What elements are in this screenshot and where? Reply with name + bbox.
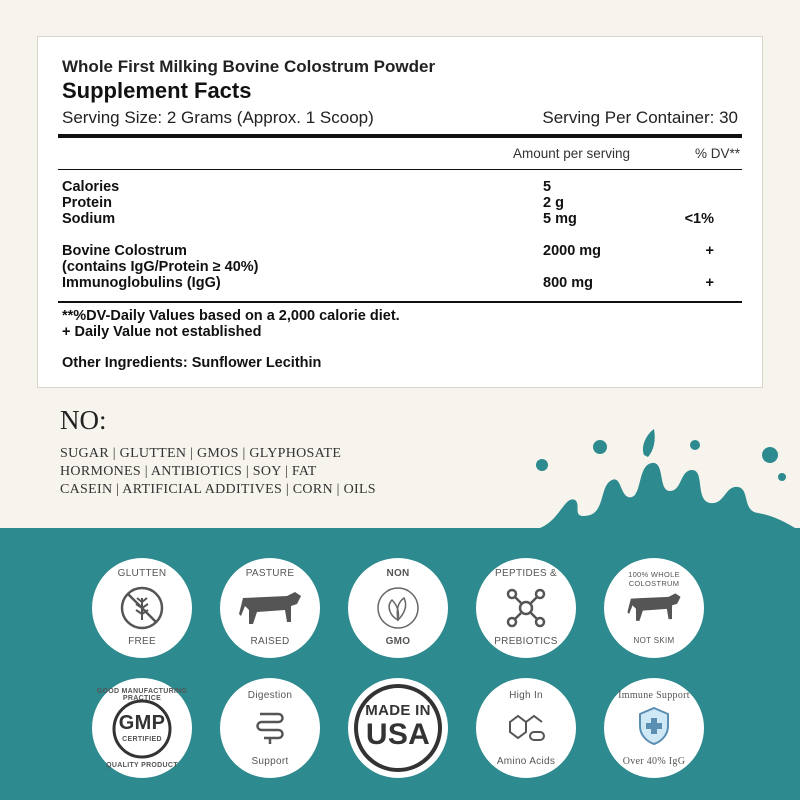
- footnote-dv: **%DV-Daily Values based on a 2,000 calorie diet.: [62, 308, 400, 324]
- dv-header: % DV**: [694, 146, 740, 161]
- cow-icon: [235, 586, 305, 632]
- badge-peptides-prebiotics: PEPTIDES & PREBIOTICS: [476, 558, 576, 658]
- nutrient-amount: 2 g: [543, 195, 564, 211]
- nutrient-dv: +: [705, 243, 714, 259]
- badge-amino-acids: High In Amino Acids: [476, 678, 576, 778]
- other-ingredients: Other Ingredients: Sunflower Lecithin: [62, 355, 322, 371]
- molecule-icon: [504, 586, 548, 630]
- panel-title: Supplement Facts: [62, 78, 252, 103]
- footer-divider: [58, 301, 742, 303]
- leaf-icon: [374, 584, 422, 632]
- badge-non-gmo: NON GMO: [348, 558, 448, 658]
- amount-header: Amount per serving: [513, 146, 631, 161]
- badge-made-in-usa: MADE IN USA: [348, 678, 448, 778]
- product-name: Whole First Milking Bovine Colostrum Powder: [62, 57, 436, 76]
- no-list-line: SUGAR | GLUTTEN | GMOS | GLYPHOSATE: [60, 446, 342, 461]
- thick-divider: [58, 134, 742, 138]
- servings-per-container: Serving Per Container: 30: [542, 108, 738, 127]
- nutrient-amount: 5 mg: [543, 211, 577, 227]
- amino-icon: [504, 708, 548, 748]
- footnote-plus: + Daily Value not established: [62, 324, 262, 340]
- nutrient-name: Immunoglobulins (IgG): [62, 275, 221, 291]
- badge-whole-colostrum: 100% WHOLE COLOSTRUM NOT SKIM: [604, 558, 704, 658]
- badge-pasture-raised: PASTURE RAISED: [220, 558, 320, 658]
- nutrient-name: Protein: [62, 195, 112, 211]
- thin-divider: [58, 169, 742, 170]
- nutrient-dv: <1%: [684, 211, 714, 227]
- badge-gmp: GOOD MANUFACTURING PRACTICE GMP CERTIFIED QUALITY PRODUCT: [92, 678, 192, 778]
- nutrient-dv: +: [705, 275, 714, 291]
- no-list-line: HORMONES | ANTIBIOTICS | SOY | FAT: [60, 464, 317, 479]
- shield-cross-icon: [636, 706, 672, 746]
- no-heading: NO:: [60, 405, 107, 435]
- nutrient-name: Calories: [62, 179, 120, 195]
- badge-immune-support: Immune Support Over 40% IgG: [604, 678, 704, 778]
- serving-size: Serving Size: 2 Grams (Approx. 1 Scoop): [62, 108, 374, 127]
- nutrient-subtext: (contains IgG/Protein ≥ 40%): [62, 259, 259, 275]
- no-list-line: CASEIN | ARTIFICIAL ADDITIVES | CORN | OILS: [60, 482, 376, 497]
- nutrient-amount: 5: [543, 179, 552, 195]
- nutrient-name: Sodium: [62, 211, 116, 227]
- supplement-facts-panel: [37, 36, 763, 388]
- wheat-crossed-icon: [118, 584, 166, 632]
- cow-icon: [624, 588, 684, 628]
- nutrient-amount: 800 mg: [543, 275, 593, 291]
- badge-digestion-support: Digestion Support: [220, 678, 320, 778]
- nutrient-name: Bovine Colostrum: [62, 243, 187, 259]
- nutrient-amount: 2000 mg: [543, 243, 602, 259]
- intestine-icon: [250, 708, 290, 748]
- milk-splash-icon: [520, 425, 800, 535]
- badge-gluten-free: GLUTTEN FREE: [92, 558, 192, 658]
